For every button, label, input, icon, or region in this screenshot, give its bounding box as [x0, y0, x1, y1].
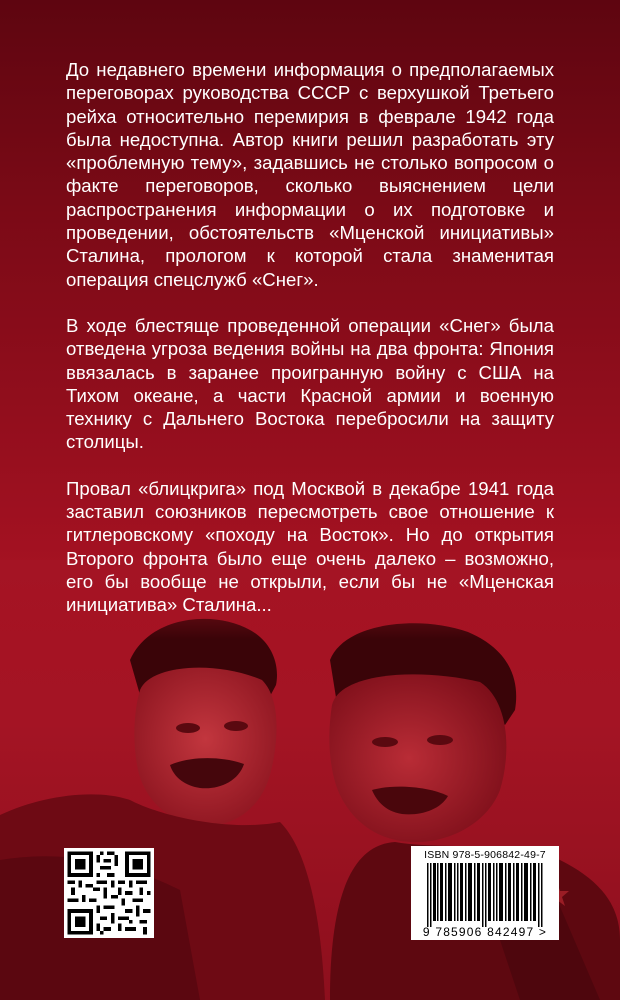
- barcode-bars: [415, 863, 555, 927]
- annotation-text: [66, 58, 554, 640]
- paragraph: До недавнего времени информация о предполагаемых переговорах руководства СССР с верхушкой Третьего рейха относительно перемирия в феврале 1942 года была недоступна. Автор книги решил разработать эту «проблемную тему», задавшись не столько вопросом о факте переговоров, сколько выяснением цели распространения информации о их подготовке и проведении, обстоятельств «Мценской инициативы» Сталина, прологом к которой стала знаменитая операция спецслужб «Снег».: [66, 59, 554, 290]
- paragraph: Провал «блицкрига» под Москвой в декабре 1941 года заставил союзников пересмотреть свое отношение к гитлеровскому «походу на Восток». Но до открытия Второго фронта было еще очень далеко – возможно, его бы вообще не открыли, если бы не «Мценская инициатива» Сталина...: [66, 477, 554, 616]
- qr-finder-top-left: [68, 852, 93, 877]
- paragraph: В ходе блестяще проведенной операции «Снег» была отведена угроза ведения войны на два фронта: Япония ввязалась в заранее проигранную войну с США на Тихом океане, а части Красной армии и военную технику с Дальнего Востока перебросили на защиту столицы.: [66, 314, 554, 453]
- qr-code: [64, 848, 154, 938]
- qr-finder-top-right: [125, 852, 150, 877]
- isbn-label: ISBN 978-5-906842-49-7: [424, 849, 546, 861]
- isbn-barcode: [411, 846, 559, 940]
- ean-digits: 9 785906 842497 >: [422, 925, 548, 939]
- qr-finder-bottom-left: [68, 909, 93, 934]
